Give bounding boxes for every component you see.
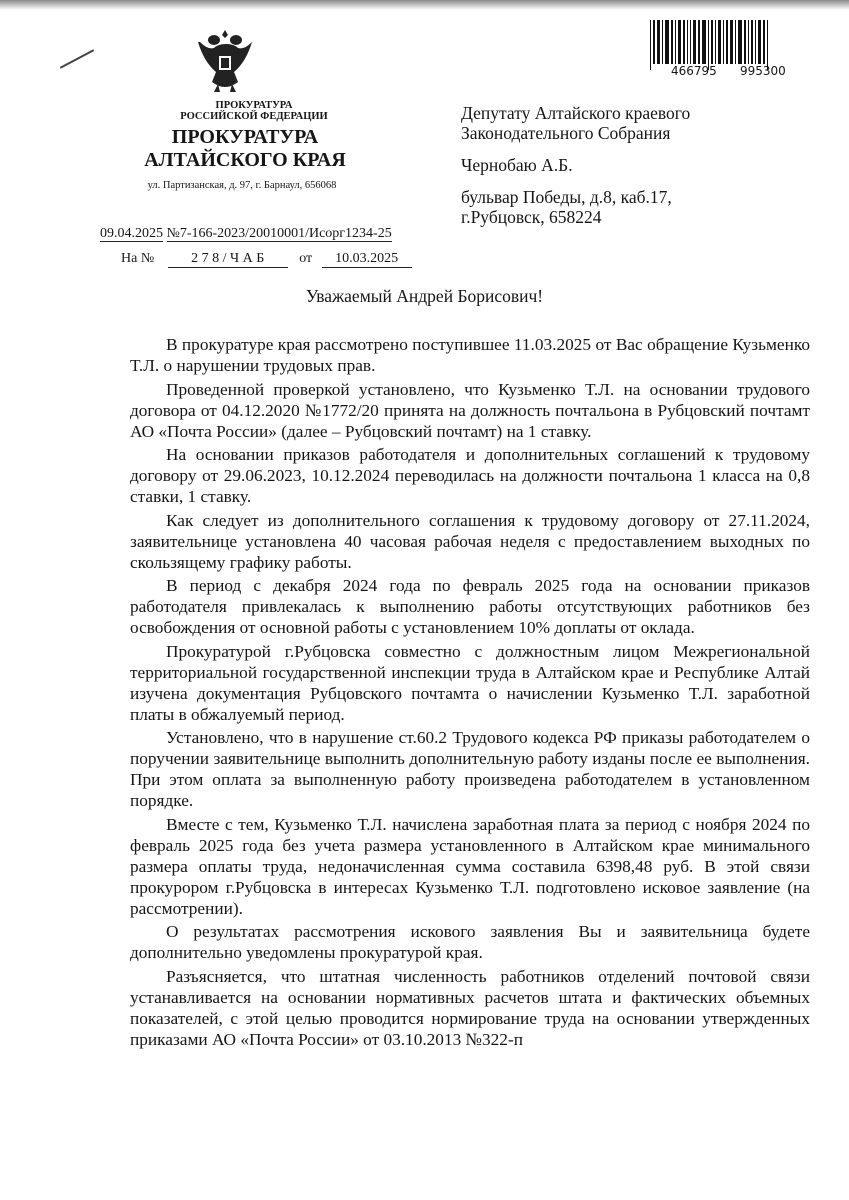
- barcode-bar: [708, 20, 709, 70]
- barcode-bar: [665, 20, 669, 64]
- addressee-address: г.Рубцовск, 658224: [461, 207, 602, 227]
- outgoing-number: №7-166-2023/20010001/Исорг1234-25: [166, 226, 392, 241]
- barcode-bar: [755, 20, 756, 64]
- outgoing-reference: [100, 226, 392, 242]
- barcode-bar: [744, 20, 746, 64]
- barcode: [650, 20, 800, 68]
- barcode-bar: [767, 20, 768, 70]
- paragraph: Вместе с тем, Кузьменко Т.Л. начислена заработная плата за период с ноября 2024 по февраль 2025 года без учета размера установленного в Алтайском крае минимального размера оплаты труда, недоначисленная сумма составила 6398,48 руб. В этой связи прокурором г.Рубцовска в интересах Кузьменко Т.Л. подготовлено исковое заявление (на рассмотрении).: [130, 814, 810, 918]
- barcode-bar: [726, 20, 728, 64]
- outgoing-date: 09.04.2025: [100, 226, 163, 241]
- barcode-bar: [650, 20, 651, 70]
- barcode-bar: [723, 20, 724, 64]
- paragraph: Установлено, что в нарушение ст.60.2 Трудового кодекса РФ приказы работодателем о поручении заявительнице выполнить дополнительную работу изданы после ее выполнения. При этом оплата за выполненную работу произведена работодателем в установленном порядке.: [130, 728, 810, 810]
- in-reply-label: На №: [121, 251, 155, 266]
- barcode-bar: [748, 20, 749, 64]
- barcode-bar: [715, 20, 716, 64]
- organization-address: ул. Партизанская, д. 97, г. Барнаул, 656068: [147, 180, 337, 191]
- in-reply-number: 2 7 8 / Ч А Б: [168, 251, 288, 268]
- greeting: Уважаемый Андрей Борисович!: [305, 286, 544, 306]
- barcode-bar: [763, 20, 765, 64]
- org-name-line: АЛТАЙСКОГО КРАЯ: [144, 149, 346, 171]
- addressee-block: [461, 103, 690, 227]
- in-reply-from-label: от: [299, 251, 313, 266]
- barcode-bar: [711, 20, 713, 64]
- paragraph: Разъясняется, что штатная численность работников отделений почтовой связи устанавливается на основании нормативных расчетов штата и фактических объемных показателей, с этой целью проводится нормирование труда на основании утвержденных приказами АО «Почта России» от 03.10.2013 №322-п: [130, 966, 810, 1049]
- barcode-bar: [683, 20, 685, 64]
- coat-of-arms-emblem: [192, 28, 258, 94]
- addressee-title: Депутату Алтайского краевого: [461, 103, 691, 123]
- barcode-bar: [758, 20, 761, 64]
- in-reply-date: 10.03.2025: [322, 251, 412, 268]
- barcode-bar: [687, 20, 688, 64]
- barcode-bar: [671, 20, 673, 64]
- barcode-bar: [678, 20, 681, 64]
- barcode-bar: [653, 20, 655, 64]
- paragraph: В период с декабря 2024 года по февраль 2025 года на основании приказов работодателя привлекалась к выполнению работы отсутствующих работников без освобождения от основной работы с установлением 10% доплаты от оклада.: [130, 576, 810, 637]
- barcode-bar: [675, 20, 676, 64]
- barcode-bar: [662, 20, 663, 64]
- parent-organization: [170, 100, 338, 122]
- addressee-address: бульвар Победы, д.8, каб.17,: [461, 187, 672, 207]
- paragraph: Прокуратурой г.Рубцовска совместно с должностным лицом Межрегиональной территориальной государственной инспекции труда в Алтайском крае и Республике Алтай изучена документация Рубцовского почтамта о начислении Кузьменко Т.Л. заработной платы в обжалуемый период.: [130, 641, 810, 724]
- paragraph: Как следует из дополнительного соглашения к трудовому договору от 27.11.2024, заявительнице установлена 40 часовая рабочая неделя с предоставлением выходных по скользящему графику работы.: [130, 510, 810, 572]
- paragraph: На основании приказов работодателя и дополнительных соглашений к трудовому договору от 29.06.2023, 10.12.2024 переводилась на должности почтальона 1 класса на 0,8 ставки, 1 ставку.: [130, 445, 810, 506]
- incoming-reference: [121, 251, 412, 268]
- barcode-bar: [735, 20, 736, 64]
- barcode-bar: [738, 20, 742, 64]
- organization-name: [115, 126, 375, 172]
- barcode-bar: [693, 20, 696, 64]
- barcode-bar: [730, 20, 733, 64]
- org-parent-line: ПРОКУРАТУРА: [215, 100, 293, 111]
- barcode-number-left: 466795: [671, 64, 717, 78]
- addressee-title: Законодательного Собрания: [461, 123, 671, 143]
- scan-shadow: [0, 0, 849, 10]
- barcode-bar: [657, 20, 660, 64]
- barcode-bar: [698, 20, 700, 64]
- barcode-bar: [718, 20, 721, 64]
- barcode-bar: [690, 20, 691, 64]
- barcode-bar: [751, 20, 753, 64]
- paragraph: О результатах рассмотрения искового заявления Вы и заявительница будете дополнительно уведомлены прокуратурой края.: [130, 922, 810, 962]
- paragraph: Проведенной проверкой установлено, что Кузьменко Т.Л. на основании трудового договора от 04.12.2020 №1772/20 принята на должность почтальона в Рубцовский почтамт АО «Почта России» (далее – Рубцовский почтамт) на 1 ставку.: [130, 379, 810, 441]
- org-name-line: ПРОКУРАТУРА: [171, 126, 319, 148]
- barcode-number-right: 995300: [740, 64, 786, 78]
- letter-body: [130, 334, 810, 1052]
- barcode-bar: [702, 20, 706, 64]
- pen-mark: [60, 49, 94, 69]
- paragraph: В прокуратуре края рассмотрено поступившее 11.03.2025 от Вас обращение Кузьменко Т.Л. о нарушении трудовых прав.: [130, 335, 810, 375]
- addressee-name: Чернобаю А.Б.: [461, 155, 573, 175]
- org-parent-line: РОССИЙСКОЙ ФЕДЕРАЦИИ: [180, 111, 328, 122]
